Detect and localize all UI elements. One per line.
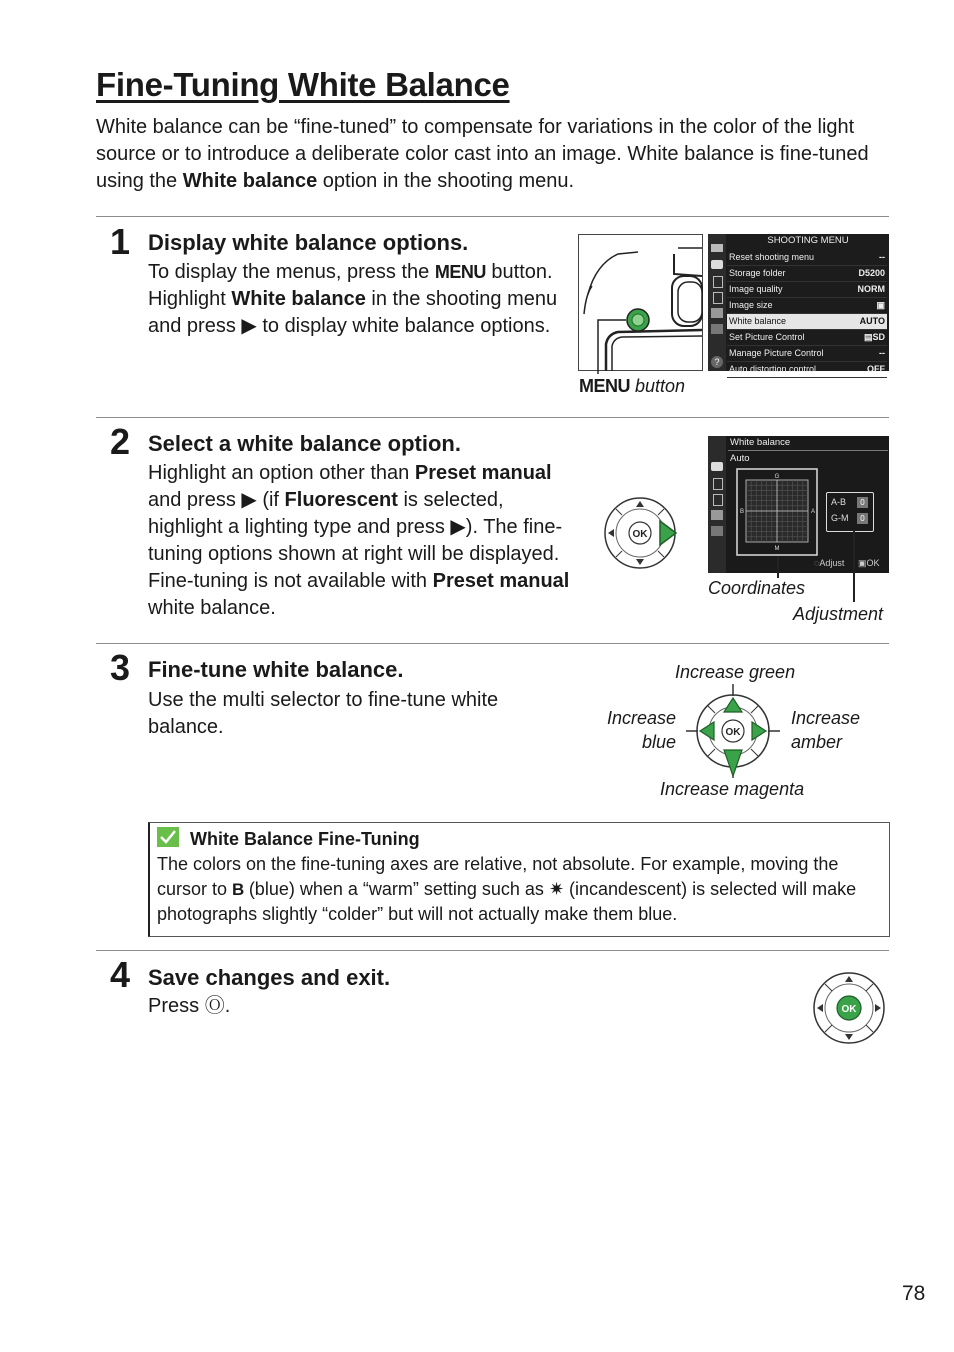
menu-button-icon — [627, 309, 649, 331]
divider — [728, 450, 888, 451]
axis-a-label: A — [810, 509, 816, 515]
step-heading: Fine-tune white balance. — [148, 657, 404, 682]
footer-adjust: ◌Adjust — [814, 558, 845, 568]
divider — [96, 950, 889, 951]
ab-value: 0 — [857, 497, 868, 508]
gm-value: 0 — [857, 513, 868, 524]
multi-selector-four-way — [686, 684, 780, 778]
step-body: Highlight an option other than Preset manual and press ▶ (if Fluorescent is selected, highlight a lighting type and press ▶). The fine-tuning options shown at right will be displayed. Fine-tuning is not available with Preset manual white balance. — [148, 462, 570, 619]
fine-tune-grid — [736, 468, 818, 556]
step-heading: Save changes and exit. — [148, 965, 391, 990]
pencil-tab-icon — [713, 478, 723, 490]
adjustment-caption: Adjustment — [793, 604, 884, 624]
axis-g-label: G — [774, 474, 780, 480]
retouch-tab-icon — [711, 510, 723, 520]
divider — [96, 643, 889, 644]
menu-item-label: Image quality — [729, 284, 783, 294]
playback-tab-icon — [711, 244, 723, 252]
help-icon: ? — [711, 356, 723, 368]
menu-item[interactable] — [727, 298, 887, 314]
menu-item-value: ▣ — [876, 300, 885, 310]
ok-button-icon: Ⓞ — [204, 995, 225, 1017]
menu-button-glyph: MENU — [434, 262, 486, 282]
menu-item-value: D5200 — [858, 268, 885, 278]
menu-item[interactable] — [727, 362, 887, 378]
menu-item[interactable] — [727, 330, 887, 346]
menu-item-value: ▤SD — [863, 332, 885, 342]
menu-button-caption: MENU button — [579, 376, 686, 396]
menu-item-label: Set Picture Control — [729, 332, 805, 342]
axis-m-label: M — [774, 546, 780, 552]
increase-green-label: Increase green — [675, 662, 796, 682]
menu-item[interactable] — [727, 346, 887, 362]
coordinates-leader — [777, 556, 779, 578]
coordinates-caption: Coordinates — [708, 578, 806, 598]
camera-back-illustration — [578, 234, 704, 374]
camera-tab-icon — [711, 260, 723, 269]
ab-label: A-B — [831, 497, 847, 507]
menu-item[interactable] — [727, 266, 887, 282]
wb-screen-title: White balance — [730, 437, 791, 448]
adjustment-leader — [853, 530, 855, 602]
footer-ok: ▣OK — [858, 558, 880, 568]
menu-item-label: Auto distortion control — [729, 364, 817, 374]
menu-item-value: AUTO — [859, 316, 885, 326]
recent-tab-icon — [711, 324, 723, 334]
menu-header: SHOOTING MENU — [767, 235, 849, 246]
menu-item-value: -- — [879, 348, 885, 358]
gm-label: G-M — [831, 513, 849, 523]
camera-tab-icon — [711, 462, 723, 471]
menu-item-label: Reset shooting menu — [729, 252, 815, 262]
increase-amber-label: Increase amber — [791, 708, 861, 752]
menu-item-label: Storage folder — [729, 268, 786, 278]
step-number: 2 — [110, 421, 131, 462]
retouch-tab-icon — [711, 308, 723, 318]
note-title: White Balance Fine-Tuning — [190, 829, 420, 849]
multi-selector-right — [602, 495, 678, 571]
note-body: The colors on the fine-tuning axes are relative, not absolute. For example, moving the cursor to B (blue) when a “warm” setting such as ✷ (incandescent) is selected will make photographs slightly “colder” but will not actually make them blue. — [157, 854, 857, 924]
page-number: 78 — [902, 1282, 926, 1305]
divider — [96, 417, 889, 418]
divider — [96, 216, 889, 217]
menu-item-value: -- — [879, 252, 885, 262]
multi-selector-ok — [812, 971, 886, 1045]
step-number: 3 — [110, 647, 131, 688]
menu-list — [727, 250, 887, 378]
menu-item[interactable] — [727, 314, 887, 330]
step-body: Press Ⓞ. — [148, 995, 231, 1017]
step-heading: Select a white balance option. — [148, 431, 461, 456]
white-balance-screen — [708, 436, 889, 573]
wrench-tab-icon — [713, 494, 723, 506]
increase-magenta-label: Increase magenta — [660, 779, 805, 799]
wrench-tab-icon — [713, 292, 723, 304]
pencil-tab-icon — [713, 276, 723, 288]
menu-item-value: OFF — [867, 364, 885, 374]
menu-item-label: Image size — [729, 300, 773, 310]
step-heading: Display white balance options. — [148, 230, 469, 255]
menu-item-label: White balance — [729, 316, 787, 326]
page-title: Fine-Tuning White Balance — [96, 66, 510, 103]
menu-item[interactable] — [727, 282, 887, 298]
adjustment-box — [826, 492, 874, 532]
step-body: Use the multi selector to fine-tune white balance. — [148, 689, 499, 738]
step-body: To display the menus, press the MENU button. Highlight White balance in the shooting menu and press ▶ to display white balance options. — [148, 261, 558, 337]
ok-label: OK — [725, 727, 741, 738]
increase-blue-label: Increase blue — [606, 708, 676, 752]
incandescent-icon: ✷ — [548, 878, 565, 899]
menu-item[interactable] — [727, 250, 887, 266]
step-number: 4 — [110, 954, 131, 995]
checkmark-note-icon — [157, 827, 179, 847]
axis-b-label: B — [739, 509, 745, 515]
step-number: 1 — [110, 221, 131, 262]
ok-label: OK — [632, 529, 648, 540]
intro-paragraph: White balance can be “fine-tuned” to compensate for variations in the color of the light source or to introduce a deliberate color cast into an image. White balance is fine-tuned using the White balance option in the shooting menu. — [96, 116, 869, 192]
shooting-menu-screen — [708, 234, 889, 374]
ok-label: OK — [841, 1004, 857, 1015]
wb-screen-subtitle: Auto — [730, 453, 750, 464]
menu-item-value: NORM — [857, 284, 885, 294]
recent-tab-icon — [711, 526, 723, 536]
menu-item-label: Manage Picture Control — [729, 348, 824, 358]
